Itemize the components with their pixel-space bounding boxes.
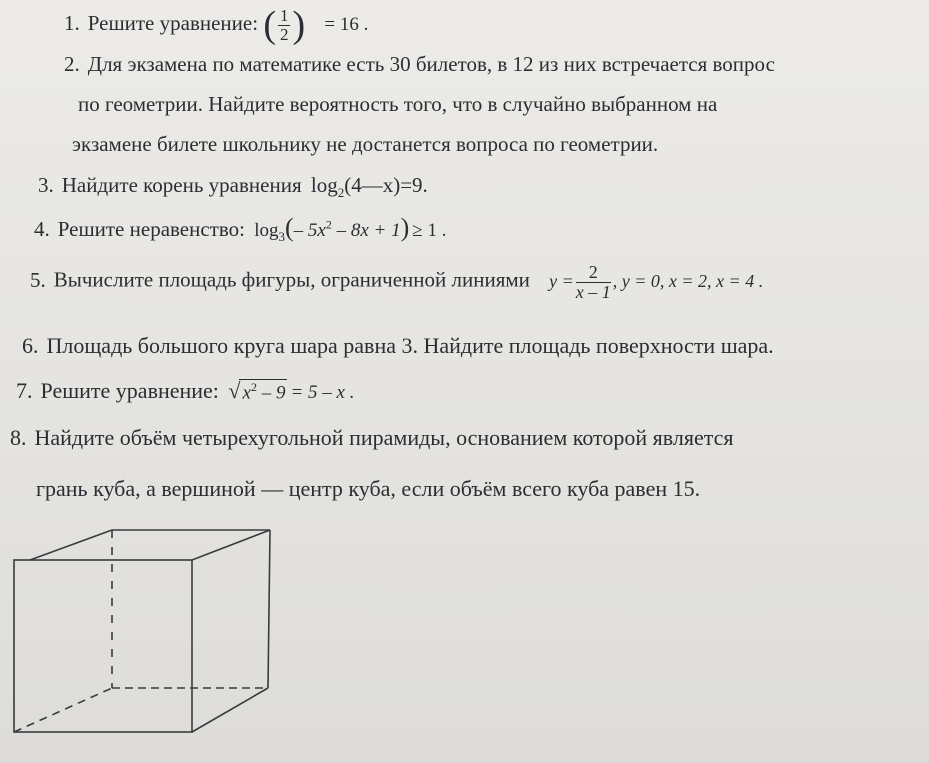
task-number: 8. <box>10 425 27 450</box>
task-2-line-2: по геометрии. Найдите вероятность того, что в случайно выбранном на <box>78 92 718 116</box>
paren-open: ( <box>263 4 276 46</box>
task-number: 4. <box>34 217 50 241</box>
log-expr: $\log_2(4—x)=9$. <box>310 173 428 201</box>
cube-edge <box>268 530 270 688</box>
cube-front-face <box>14 560 192 732</box>
task-number: 1. <box>64 10 80 35</box>
inequality: $\log_3(-$ $5x^2 - 8x + 1) \ge 1$ . <box>254 213 447 244</box>
task-2-line-3: экзамене билете школьнику не достанется вопроса по геометрии. <box>72 132 659 156</box>
task-8-line-1: 8. Найдите объём четырехугольной пирамиды, основанием которой является <box>10 425 734 450</box>
task-4 <box>34 213 446 245</box>
task-3 <box>38 173 428 201</box>
task-label: Решите неравенство: <box>57 217 245 241</box>
sqrt-expr: √ $x^2 - 9 = 5 - x$ . <box>228 378 355 403</box>
fraction: $\frac{2}{x - 1}$ <box>575 262 611 302</box>
task-7 <box>16 378 354 404</box>
task-number: 3. <box>38 173 54 197</box>
fraction: $\frac{1}{2}$ <box>279 5 289 44</box>
task-number: 2. <box>64 52 80 76</box>
task-number: 5. <box>30 267 46 292</box>
task-number: 6. <box>22 333 39 358</box>
lines-equations: y = $\frac{2}{x - 1}$ , y = 0, x = 2, x = 4 . <box>549 262 764 302</box>
task-6: 6. Площадь большого круга шара равна 3. Найдите площадь поверхности шара. <box>22 333 774 358</box>
cube-hidden-edge <box>14 688 112 732</box>
paren-close: ) <box>292 4 306 46</box>
task-number: 7. <box>16 378 33 403</box>
task-8-line-2: грань куба, а вершиной — центр куба, если объём всего куба равен 15. <box>36 476 701 501</box>
task-label: Найдите корень уравнения <box>61 173 302 197</box>
task-2-line-1: 2. Для экзамена по математике есть 30 билетов, в 12 из них встречается вопрос <box>64 52 775 76</box>
task-1 <box>64 6 368 44</box>
equation-rhs: = 16 . <box>324 13 369 35</box>
cube-edge <box>192 530 270 560</box>
task-label: Решите уравнение: <box>87 10 259 35</box>
task-label: Решите уравнение: <box>40 378 219 403</box>
cube-edge <box>192 688 268 732</box>
task-label: Вычислите площадь фигуры, ограниченной линиями <box>53 267 530 292</box>
cube-edge <box>30 530 112 560</box>
cube-drawing <box>0 520 300 763</box>
task-5 <box>30 263 763 302</box>
